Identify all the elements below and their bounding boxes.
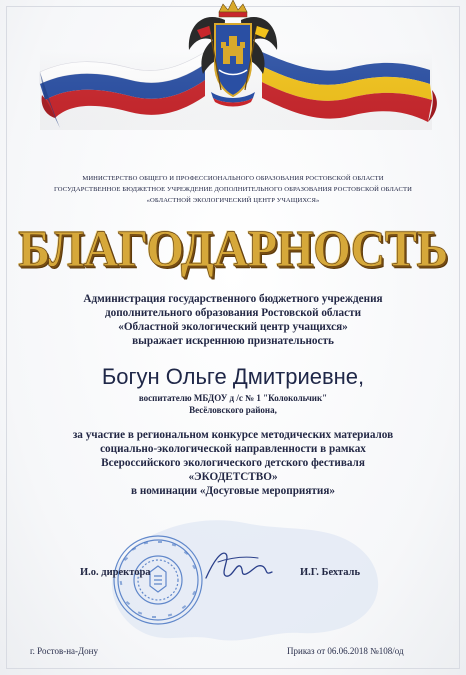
recipient-name-line (0, 364, 466, 390)
signature-role: И.о. директора (80, 567, 151, 578)
official-stamp-icon (110, 532, 206, 628)
reason-line-3: Всероссийского экологического детского фестиваля (101, 457, 365, 469)
reason-line-1: за участие в региональном конкурсе методических материалов (72, 429, 394, 441)
intro-line-2: дополнительного образования Ростовской области (104, 307, 362, 319)
ministry-line-1: МИНИСТЕРСТВО ОБЩЕГО И ПРОФЕССИОНАЛЬНОГО ОБРАЗОВАНИЯ РОСТОВСКОЙ ОБЛАСТИ (82, 175, 384, 182)
footer-order: Приказ от 06.06.2018 №108/од (287, 646, 404, 656)
recipient-position-line-1: воспитателю МБДОУ д /с № 1 "Колокольчик" (138, 393, 328, 403)
recipient-name: Богун Ольге Дмитриевне (101, 364, 359, 389)
intro-line-1: Администрация государственного бюджетного учреждения (83, 293, 383, 305)
intro-line-3: «Областной экологический центр учащихся» (118, 321, 348, 333)
flags-and-coat-of-arms (0, 0, 466, 150)
intro-line-4: выражает искреннюю признательность (132, 335, 334, 347)
recipient-position-line-2: Весёловского района, (189, 405, 277, 415)
reason-line-2: социально-экологической направленности в рамках (100, 443, 366, 455)
ministry-line-3: «ОБЛАСТНОЙ ЭКОЛОГИЧЕСКИЙ ЦЕНТР УЧАЩИХСЯ» (146, 197, 320, 204)
recipient-comma: , (358, 364, 365, 389)
page-title: БЛАГОДАРНОСТЬ (18, 220, 448, 279)
reason-line-5: в номинации «Досуговые мероприятия» (130, 485, 335, 497)
reason-line-4: «ЭКОДЕТСТВО» (188, 471, 278, 483)
footer-city: г. Ростов-на-Дону (30, 646, 99, 656)
signature-name: И.Г. Бехталь (300, 567, 360, 578)
handwritten-signature (200, 540, 280, 590)
ministry-line-2: ГОСУДАРСТВЕННОЕ БЮДЖЕТНОЕ УЧРЕЖДЕНИЕ ДОПОЛНИТЕЛЬНОГО ОБРАЗОВАНИЯ РОСТОВСКОЙ ОБЛАСТИ (54, 186, 412, 193)
